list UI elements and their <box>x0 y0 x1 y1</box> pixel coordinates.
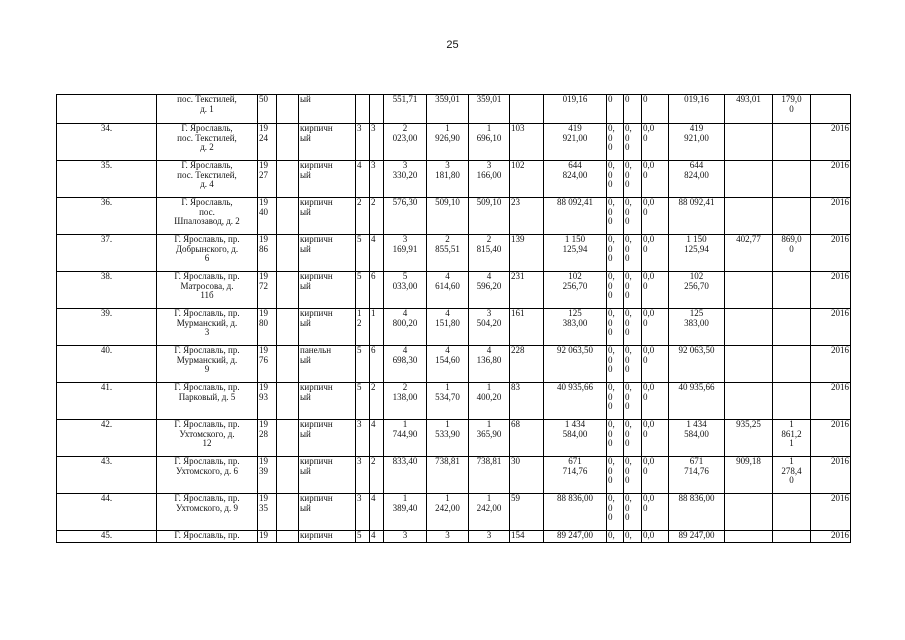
cell-total-area: 3 169,91 <box>384 235 427 272</box>
cell-wall-material: кирпичн <box>299 531 356 543</box>
cell-fund-share-3: 0,0 0 <box>642 346 669 383</box>
cell-row-number: 42. <box>57 420 157 457</box>
cell-residents-count: 83 <box>510 383 544 420</box>
cell-row-number: 36. <box>57 198 157 235</box>
cell-build-year: 50 <box>258 95 277 124</box>
cell-fund-share-1: 0, 0 0 <box>607 272 624 309</box>
cell-fund-share-2: 0 <box>624 95 642 124</box>
cell-residents-count: 154 <box>510 531 544 543</box>
cell-extra-column <box>277 124 299 161</box>
cell-residents-count: 139 <box>510 235 544 272</box>
cell-residents-count: 59 <box>510 494 544 531</box>
cell-planned-year: 2016 <box>811 309 851 346</box>
cell-row-number: 44. <box>57 494 157 531</box>
cell-fund-share-1: 0, 0 0 <box>607 420 624 457</box>
cell-address: Г. Ярославль, пр. Матросова, д. 11б <box>157 272 258 309</box>
cell-specific-cost <box>725 309 773 346</box>
cell-address: пос. Текстилей, д. 1 <box>157 95 258 124</box>
cell-address: Г. Ярославль, пос. Текстилей, д. 2 <box>157 124 258 161</box>
cell-row-number: 34. <box>57 124 157 161</box>
cell-address: Г. Ярославль, пр. Добрынского, д. 6 <box>157 235 258 272</box>
cell-floors-count: 5 <box>356 531 370 543</box>
cell-wall-material: кирпичн ый <box>299 457 356 494</box>
cell-floors-count: 4 <box>356 161 370 198</box>
cell-limit-cost <box>773 124 811 161</box>
cell-total-area: 3 <box>384 531 427 543</box>
cell-residents-count: 161 <box>510 309 544 346</box>
cell-living-area: 738,81 <box>427 457 469 494</box>
cell-floors-count: 3 <box>356 420 370 457</box>
cell-planned-year: 2016 <box>811 272 851 309</box>
cell-work-cost: 88 836,00 <box>669 494 725 531</box>
cell-limit-cost <box>773 198 811 235</box>
cell-work-cost: 89 247,00 <box>669 531 725 543</box>
cell-floors-count: 5 <box>356 346 370 383</box>
cell-planned-year: 2016 <box>811 124 851 161</box>
cell-floors-count: 3 <box>356 494 370 531</box>
cell-fund-share-3: 0,0 0 <box>642 198 669 235</box>
cell-planned-year: 2016 <box>811 235 851 272</box>
cell-wall-material: кирпичн ый <box>299 309 356 346</box>
cell-planned-year: 2016 <box>811 494 851 531</box>
cell-extra-column <box>277 309 299 346</box>
cell-fund-share-2: 0, 0 0 <box>624 161 642 198</box>
cell-wall-material: кирпичн ый <box>299 124 356 161</box>
cell-wall-material: кирпичн ый <box>299 161 356 198</box>
cell-total-area: 5 033,00 <box>384 272 427 309</box>
cell-residents-count: 30 <box>510 457 544 494</box>
cell-fund-share-1: 0, 0 0 <box>607 124 624 161</box>
cell-build-year: 19 40 <box>258 198 277 235</box>
cell-entrances-count: 3 <box>370 161 384 198</box>
cell-residential-area: 4 136,80 <box>469 346 510 383</box>
cell-build-year: 19 24 <box>258 124 277 161</box>
cell-specific-cost <box>725 346 773 383</box>
cell-specific-cost: 493,01 <box>725 95 773 124</box>
cell-floors-count: 5 <box>356 272 370 309</box>
cell-wall-material: кирпичн ый <box>299 272 356 309</box>
cell-build-year: 19 39 <box>258 457 277 494</box>
cell-residential-area: 1 400,20 <box>469 383 510 420</box>
cell-build-year: 19 80 <box>258 309 277 346</box>
cell-fund-share-1: 0, 0 0 <box>607 383 624 420</box>
cell-wall-material: панельн ый <box>299 346 356 383</box>
table-row <box>57 161 851 198</box>
cell-living-area: 509,10 <box>427 198 469 235</box>
cell-residential-area: 1 242,00 <box>469 494 510 531</box>
cell-residents-count: 23 <box>510 198 544 235</box>
cell-fund-share-3: 0,0 0 <box>642 420 669 457</box>
cell-total-area: 3 330,20 <box>384 161 427 198</box>
cell-fund-share-3: 0,0 <box>642 531 669 543</box>
cell-row-number: 35. <box>57 161 157 198</box>
cell-entrances-count: 6 <box>370 346 384 383</box>
cell-residential-area: 738,81 <box>469 457 510 494</box>
cell-total-cost: 88 836,00 <box>544 494 607 531</box>
table-row <box>57 383 851 420</box>
cell-residential-area: 1 696,10 <box>469 124 510 161</box>
cell-address: Г. Ярославль, пр. Ухтомского, д. 12 <box>157 420 258 457</box>
cell-limit-cost <box>773 494 811 531</box>
cell-entrances-count: 2 <box>370 198 384 235</box>
cell-specific-cost: 909,18 <box>725 457 773 494</box>
cell-limit-cost <box>773 383 811 420</box>
cell-living-area: 1 926,90 <box>427 124 469 161</box>
cell-work-cost: 671 714,76 <box>669 457 725 494</box>
cell-floors-count: 1 2 <box>356 309 370 346</box>
cell-address: Г. Ярославль, пр. Мурманский, д. 3 <box>157 309 258 346</box>
cell-total-cost: 40 935,66 <box>544 383 607 420</box>
cell-total-cost: 019,16 <box>544 95 607 124</box>
cell-fund-share-3: 0,0 0 <box>642 235 669 272</box>
cell-total-cost: 644 824,00 <box>544 161 607 198</box>
cell-total-cost: 88 092,41 <box>544 198 607 235</box>
cell-fund-share-2: 0, 0 0 <box>624 457 642 494</box>
cell-entrances-count <box>370 95 384 124</box>
cell-limit-cost: 1 861,2 1 <box>773 420 811 457</box>
cell-fund-share-3: 0 <box>642 95 669 124</box>
cell-planned-year <box>811 95 851 124</box>
cell-address: Г. Ярославль, пр. Ухтомского, д. 6 <box>157 457 258 494</box>
cell-fund-share-2: 0, 0 0 <box>624 272 642 309</box>
cell-row-number <box>57 95 157 124</box>
cell-living-area: 4 614,60 <box>427 272 469 309</box>
cell-floors-count: 2 <box>356 198 370 235</box>
cell-total-cost: 102 256,70 <box>544 272 607 309</box>
cell-fund-share-3: 0,0 0 <box>642 309 669 346</box>
cell-extra-column <box>277 161 299 198</box>
cell-wall-material: кирпичн ый <box>299 235 356 272</box>
cell-specific-cost <box>725 198 773 235</box>
cell-floors-count: 3 <box>356 457 370 494</box>
cell-living-area: 1 534,70 <box>427 383 469 420</box>
cell-planned-year: 2016 <box>811 457 851 494</box>
table-row <box>57 124 851 161</box>
cell-specific-cost <box>725 124 773 161</box>
cell-entrances-count: 6 <box>370 272 384 309</box>
cell-fund-share-1: 0, 0 0 <box>607 457 624 494</box>
cell-row-number: 43. <box>57 457 157 494</box>
cell-work-cost: 419 921,00 <box>669 124 725 161</box>
table-row <box>57 494 851 531</box>
cell-work-cost: 40 935,66 <box>669 383 725 420</box>
cell-specific-cost: 402,77 <box>725 235 773 272</box>
cell-fund-share-3: 0,0 0 <box>642 494 669 531</box>
cell-row-number: 38. <box>57 272 157 309</box>
cell-total-area: 2 023,00 <box>384 124 427 161</box>
cell-residents-count: 68 <box>510 420 544 457</box>
cell-extra-column <box>277 198 299 235</box>
cell-total-cost: 92 063,50 <box>544 346 607 383</box>
cell-fund-share-3: 0,0 0 <box>642 124 669 161</box>
cell-limit-cost: 1 278,4 0 <box>773 457 811 494</box>
cell-total-area: 576,30 <box>384 198 427 235</box>
cell-limit-cost <box>773 531 811 543</box>
cell-floors-count <box>356 95 370 124</box>
cell-wall-material: кирпичн ый <box>299 198 356 235</box>
cell-limit-cost <box>773 346 811 383</box>
cell-extra-column <box>277 531 299 543</box>
cell-residents-count: 228 <box>510 346 544 383</box>
cell-living-area: 4 151,80 <box>427 309 469 346</box>
cell-planned-year: 2016 <box>811 198 851 235</box>
cell-total-cost: 125 383,00 <box>544 309 607 346</box>
cell-work-cost: 88 092,41 <box>669 198 725 235</box>
cell-fund-share-1: 0, 0 0 <box>607 161 624 198</box>
cell-fund-share-2: 0, 0 0 <box>624 124 642 161</box>
cell-build-year: 19 <box>258 531 277 543</box>
cell-living-area: 4 154,60 <box>427 346 469 383</box>
cell-floors-count: 5 <box>356 383 370 420</box>
cell-fund-share-2: 0, 0 0 <box>624 235 642 272</box>
cell-residents-count <box>510 95 544 124</box>
cell-extra-column <box>277 235 299 272</box>
cell-living-area: 2 855,51 <box>427 235 469 272</box>
cell-fund-share-1: 0 <box>607 95 624 124</box>
cell-address: Г. Ярославль, пр. Парковый, д. 5 <box>157 383 258 420</box>
cell-limit-cost: 869,0 0 <box>773 235 811 272</box>
cell-fund-share-2: 0, 0 0 <box>624 383 642 420</box>
cell-specific-cost <box>725 531 773 543</box>
cell-fund-share-1: 0, 0 0 <box>607 494 624 531</box>
cell-limit-cost <box>773 309 811 346</box>
cell-fund-share-3: 0,0 0 <box>642 272 669 309</box>
cell-entrances-count: 4 <box>370 494 384 531</box>
cell-fund-share-3: 0,0 0 <box>642 383 669 420</box>
cell-row-number: 39. <box>57 309 157 346</box>
cell-build-year: 19 93 <box>258 383 277 420</box>
cell-fund-share-2: 0, 0 0 <box>624 494 642 531</box>
cell-work-cost: 102 256,70 <box>669 272 725 309</box>
cell-entrances-count: 1 <box>370 309 384 346</box>
cell-work-cost: 019,16 <box>669 95 725 124</box>
cell-living-area: 359,01 <box>427 95 469 124</box>
housing-register-table <box>56 94 851 543</box>
cell-address: Г. Ярославль, пос. Текстилей, д. 4 <box>157 161 258 198</box>
cell-address: Г. Ярославль, пр. Мурманский, д. 9 <box>157 346 258 383</box>
cell-wall-material: кирпичн ый <box>299 420 356 457</box>
cell-wall-material: ый <box>299 95 356 124</box>
cell-residential-area: 1 365,90 <box>469 420 510 457</box>
cell-work-cost: 1 150 125,94 <box>669 235 725 272</box>
cell-limit-cost <box>773 161 811 198</box>
cell-address: Г. Ярославль, пр. <box>157 531 258 543</box>
cell-extra-column <box>277 272 299 309</box>
cell-fund-share-1: 0, <box>607 531 624 543</box>
page-number: 25 <box>446 39 459 51</box>
table-row <box>57 95 851 124</box>
cell-specific-cost: 935,25 <box>725 420 773 457</box>
cell-planned-year: 2016 <box>811 161 851 198</box>
cell-build-year: 19 27 <box>258 161 277 198</box>
cell-address: Г. Ярославль, пр. Ухтомского, д. 9 <box>157 494 258 531</box>
cell-planned-year: 2016 <box>811 531 851 543</box>
cell-floors-count: 5 <box>356 235 370 272</box>
cell-fund-share-1: 0, 0 0 <box>607 309 624 346</box>
cell-extra-column <box>277 494 299 531</box>
cell-work-cost: 644 824,00 <box>669 161 725 198</box>
cell-fund-share-2: 0, 0 0 <box>624 346 642 383</box>
cell-wall-material: кирпичн ый <box>299 383 356 420</box>
cell-residential-area: 509,10 <box>469 198 510 235</box>
table-row <box>57 346 851 383</box>
cell-residential-area: 3 166,00 <box>469 161 510 198</box>
cell-fund-share-2: 0, <box>624 531 642 543</box>
cell-wall-material: кирпичн ый <box>299 494 356 531</box>
cell-fund-share-1: 0, 0 0 <box>607 346 624 383</box>
cell-fund-share-1: 0, 0 0 <box>607 198 624 235</box>
cell-floors-count: 3 <box>356 124 370 161</box>
cell-extra-column <box>277 346 299 383</box>
cell-living-area: 3 <box>427 531 469 543</box>
cell-extra-column <box>277 383 299 420</box>
cell-limit-cost <box>773 272 811 309</box>
table-row <box>57 309 851 346</box>
cell-specific-cost <box>725 272 773 309</box>
cell-entrances-count: 4 <box>370 420 384 457</box>
cell-residential-area: 3 504,20 <box>469 309 510 346</box>
cell-row-number: 37. <box>57 235 157 272</box>
cell-work-cost: 92 063,50 <box>669 346 725 383</box>
cell-total-area: 551,71 <box>384 95 427 124</box>
table-row <box>57 531 851 543</box>
cell-build-year: 19 76 <box>258 346 277 383</box>
cell-total-cost: 1 150 125,94 <box>544 235 607 272</box>
cell-total-cost: 1 434 584,00 <box>544 420 607 457</box>
cell-specific-cost <box>725 383 773 420</box>
cell-row-number: 41. <box>57 383 157 420</box>
cell-planned-year: 2016 <box>811 383 851 420</box>
cell-total-cost: 89 247,00 <box>544 531 607 543</box>
cell-address: Г. Ярославль, пос. Шпалозавод, д. 2 <box>157 198 258 235</box>
cell-fund-share-3: 0,0 0 <box>642 161 669 198</box>
cell-total-area: 1 744,90 <box>384 420 427 457</box>
cell-work-cost: 1 434 584,00 <box>669 420 725 457</box>
cell-residential-area: 4 596,20 <box>469 272 510 309</box>
cell-residential-area: 359,01 <box>469 95 510 124</box>
cell-specific-cost <box>725 161 773 198</box>
cell-extra-column <box>277 420 299 457</box>
cell-planned-year: 2016 <box>811 346 851 383</box>
cell-total-area: 4 800,20 <box>384 309 427 346</box>
cell-living-area: 3 181,80 <box>427 161 469 198</box>
table-row <box>57 198 851 235</box>
cell-fund-share-2: 0, 0 0 <box>624 309 642 346</box>
cell-row-number: 45. <box>57 531 157 543</box>
cell-total-area: 1 389,40 <box>384 494 427 531</box>
cell-residents-count: 102 <box>510 161 544 198</box>
cell-entrances-count: 2 <box>370 383 384 420</box>
cell-entrances-count: 4 <box>370 531 384 543</box>
cell-work-cost: 125 383,00 <box>669 309 725 346</box>
cell-total-area: 833,40 <box>384 457 427 494</box>
cell-residential-area: 3 <box>469 531 510 543</box>
cell-fund-share-3: 0,0 0 <box>642 457 669 494</box>
cell-planned-year: 2016 <box>811 420 851 457</box>
table-row <box>57 420 851 457</box>
cell-build-year: 19 35 <box>258 494 277 531</box>
cell-build-year: 19 72 <box>258 272 277 309</box>
cell-fund-share-2: 0, 0 0 <box>624 420 642 457</box>
cell-extra-column <box>277 95 299 124</box>
cell-residents-count: 103 <box>510 124 544 161</box>
cell-residential-area: 2 815,40 <box>469 235 510 272</box>
cell-build-year: 19 86 <box>258 235 277 272</box>
cell-residents-count: 231 <box>510 272 544 309</box>
cell-entrances-count: 4 <box>370 235 384 272</box>
cell-entrances-count: 2 <box>370 457 384 494</box>
cell-total-cost: 419 921,00 <box>544 124 607 161</box>
cell-entrances-count: 3 <box>370 124 384 161</box>
cell-fund-share-2: 0, 0 0 <box>624 198 642 235</box>
table-row <box>57 457 851 494</box>
table-row <box>57 235 851 272</box>
cell-total-cost: 671 714,76 <box>544 457 607 494</box>
table-row <box>57 272 851 309</box>
cell-total-area: 4 698,30 <box>384 346 427 383</box>
cell-specific-cost <box>725 494 773 531</box>
cell-row-number: 40. <box>57 346 157 383</box>
cell-extra-column <box>277 457 299 494</box>
cell-limit-cost: 179,0 0 <box>773 95 811 124</box>
cell-build-year: 19 28 <box>258 420 277 457</box>
cell-fund-share-1: 0, 0 0 <box>607 235 624 272</box>
cell-living-area: 1 242,00 <box>427 494 469 531</box>
cell-living-area: 1 533,90 <box>427 420 469 457</box>
cell-total-area: 2 138,00 <box>384 383 427 420</box>
